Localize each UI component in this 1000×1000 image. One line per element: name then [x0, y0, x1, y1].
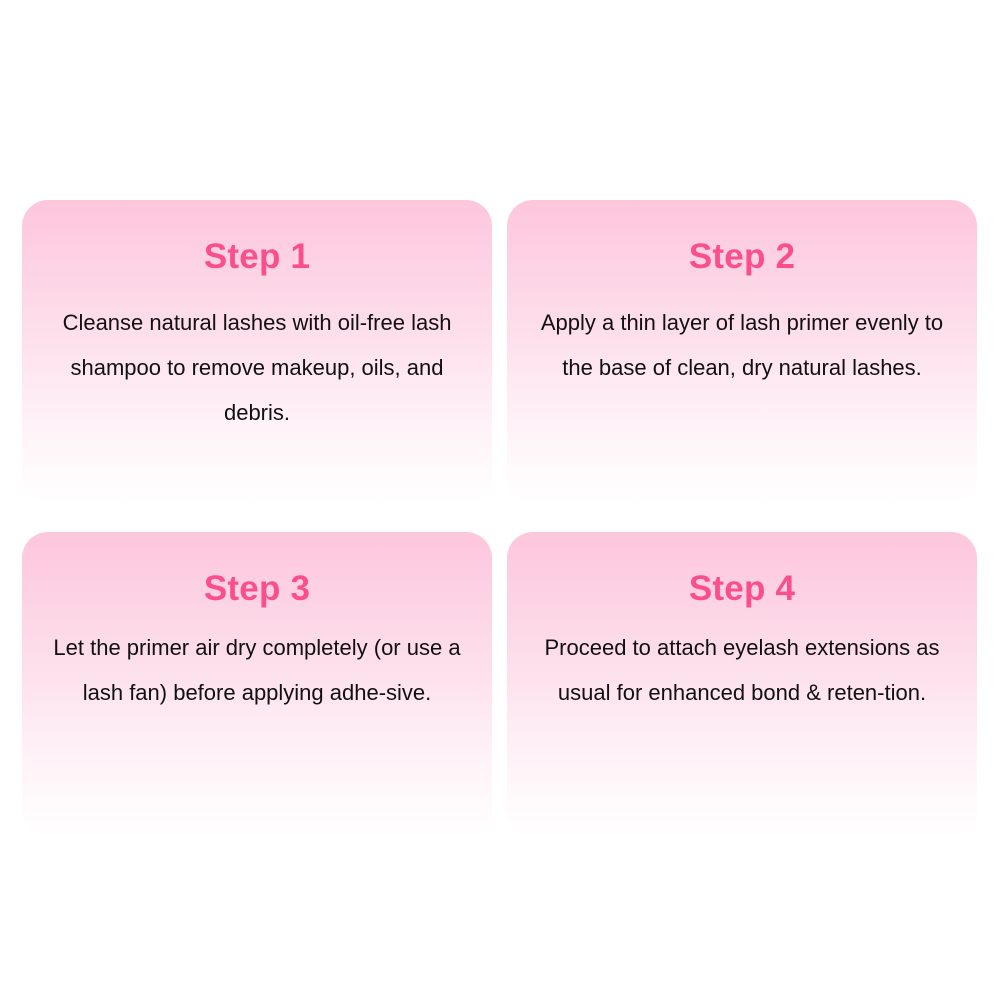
step-card-1	[22, 200, 492, 505]
step-card-2	[507, 200, 977, 505]
step-description: Cleanse natural lashes with oil-free lash shampoo to remove makeup, oils, and debris.	[62, 310, 452, 425]
step-card-3	[22, 532, 492, 837]
step-title: Step 4	[688, 569, 796, 608]
step-title: Step 1	[203, 237, 311, 276]
step-card-4	[507, 532, 977, 837]
step-description: Proceed to attach eyelash extensions as usual for enhanced bond & reten-tion.	[544, 635, 940, 705]
step-description: Let the primer air dry completely (or use a lash fan) before applying adhe-sive.	[53, 635, 461, 705]
steps-grid	[22, 200, 977, 840]
step-title: Step 2	[688, 237, 796, 276]
step-description: Apply a thin layer of lash primer evenly to the base of clean, dry natural lashes.	[540, 310, 944, 380]
step-title: Step 3	[203, 569, 311, 608]
